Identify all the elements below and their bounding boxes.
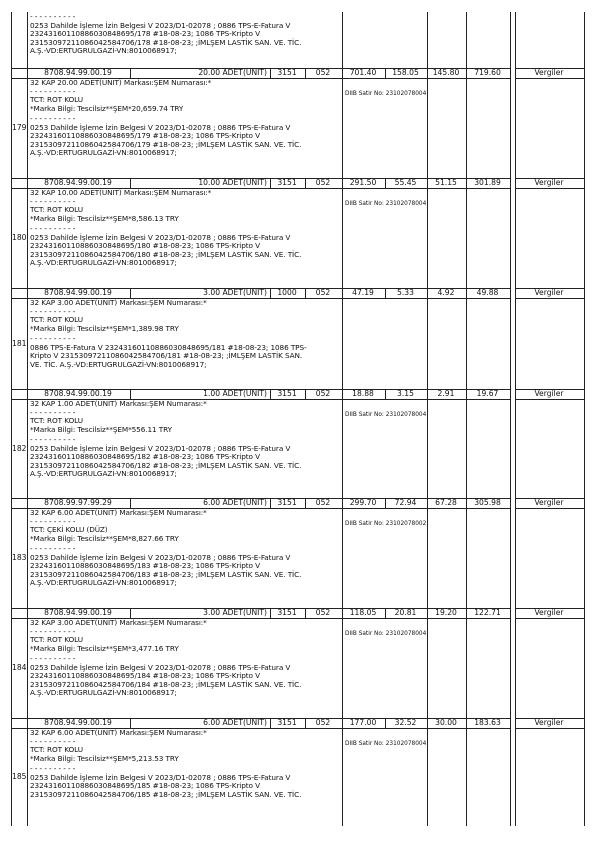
strip-divider (270, 389, 271, 399)
diib-reference: DIIB Satir No: 23102078004 (345, 631, 427, 637)
strip-line (515, 188, 584, 189)
grid-vline (466, 12, 467, 826)
gtip-code: 8708.94.99.00.19 (44, 68, 112, 77)
description-line: 23153097211086042584706/180 #18-08-23; ;İMLŞEM LASTİK SAN. VE. TİC. (30, 249, 302, 259)
strip-divider (130, 498, 131, 508)
description-line: *Marka Bilgi: Tescilsiz**ŞEM*8,827.66 TRY (30, 533, 179, 543)
description-line: 23243160110886030848695/185 #18-08-23; 1086 TPS-Kripto V (30, 781, 260, 791)
description-line: 0253 Dahilde İşleme İzin Belgesi V 2023/D1-02078 ; 0886 TPS-E-Fatura V (30, 772, 291, 782)
description-line: 23243160110886030848695/184 #18-08-23; 1086 TPS-Kripto V (30, 671, 260, 681)
strip-divider (130, 389, 131, 399)
description-line: *Marka Bilgi: Tescilsiz**ŞEM*1,389.98 TRY (30, 323, 179, 333)
description-line: 23243160110886030848695/180 #18-08-23; 1086 TPS-Kripto V (30, 241, 260, 251)
value3-cell: 2.91 (437, 389, 455, 398)
description-line: 0886 TPS-E-Fatura V 23243160110886030848695/181 #18-08-23; 1086 TPS- (30, 342, 307, 352)
description-line: A.Ş.-VD:ERTUGRULGAZİ-VN:8010068917; (30, 148, 177, 158)
diib-reference: DIIB Satir No: 23102078002 (345, 521, 427, 527)
strip-divider (385, 178, 386, 188)
description-line: - - - - - - - - - - (30, 434, 76, 444)
description-line: A.Ş.-VD:ERTUGRULGAZİ-VN:8010068917; (30, 469, 177, 479)
description-line: - - - - - - - - - - (30, 306, 76, 316)
tax-link[interactable]: Vergiler (534, 389, 564, 398)
row-number: 180 (12, 233, 27, 242)
description-line: 23153097211086042584706/185 #18-08-23; ;İMLŞEM LASTİK SAN. VE. TİC. (30, 789, 302, 799)
gtip-code: 8708.94.99.00.19 (44, 608, 112, 617)
tax-link[interactable]: Vergiler (534, 718, 564, 727)
strip-divider (385, 718, 386, 728)
description-line: 32 KAP 6.00 ADET(UNIT) Markası:ŞEM Numarası:* (30, 728, 207, 737)
quantity-cell: 20.00 ADET(UNIT) (198, 68, 267, 77)
strip-divider (305, 288, 306, 298)
quantity-cell: 6.00 ADET(UNIT) (203, 498, 267, 507)
strip-divider (130, 68, 131, 78)
description-line: 0253 Dahilde İşleme İzin Belgesi V 2023/D1-02078 ; 0886 TPS-E-Fatura V (30, 443, 291, 453)
diib-reference: DIIB Satir No: 23102078004 (345, 741, 427, 747)
value2-cell: 55.45 (394, 178, 417, 187)
value3-cell: 4.92 (437, 288, 455, 297)
tax-link[interactable]: Vergiler (534, 608, 564, 617)
quantity-cell: 3.00 ADET(UNIT) (203, 288, 267, 297)
grid-vline (515, 12, 516, 826)
description-line: - - - - - - - - - - (30, 113, 76, 123)
strip-line (515, 508, 584, 509)
code1-cell: 3151 (277, 608, 297, 617)
description-line: - - - - - - - - - - (30, 407, 76, 417)
description-line: TCT: ROT KOLU (30, 416, 84, 426)
grid-vline (11, 12, 12, 826)
row-number: 181 (12, 338, 27, 348)
diib-reference: DIIB Satir No: 23102078004 (345, 201, 427, 207)
strip-divider (305, 608, 306, 618)
value2-cell: 5.33 (397, 288, 414, 297)
gtip-code: 8708.94.99.00.19 (44, 288, 112, 297)
description-line: - - - - - - - - - - (30, 516, 76, 526)
value3-cell: 30.00 (435, 718, 457, 727)
description-line: - - - - - - - - - - (30, 333, 76, 343)
strip-divider (270, 608, 271, 618)
description-line: TCT: ROT KOLU (30, 635, 84, 645)
code1-cell: 3151 (277, 178, 297, 187)
description-line: 23153097211086042584706/184 #18-08-23; ;İMLŞEM LASTİK SAN. VE. TİC. (30, 679, 302, 689)
description-line: 0253 Dahilde İşleme İzin Belgesi V 2023/D1-02078 ; 0886 TPS-E-Fatura V (30, 122, 291, 132)
description-line: 23153097211086042584706/179 #18-08-23; ;İMLŞEM LASTİK SAN. VE. TİC. (30, 139, 302, 149)
description-line: - - - - - - - - - - (30, 223, 76, 233)
description-line: TCT: ROT KOLU (30, 95, 84, 105)
value1-cell: 177.00 (349, 718, 377, 727)
continuation-line: 0253 Dahilde İşleme İzin Belgesi V 2023/D1-02078 ; 0886 TPS-E-Fatura V (30, 20, 291, 30)
description-line: A.Ş.-VD:ERTUGRULGAZİ-VN:8010068917; (30, 578, 177, 588)
grid-vline (510, 12, 511, 826)
strip-divider (385, 389, 386, 399)
quantity-cell: 6.00 ADET(UNIT) (203, 718, 267, 727)
strip-divider (305, 68, 306, 78)
strip-divider (270, 718, 271, 728)
description-line: - - - - - - - - - - (30, 543, 76, 553)
description-line: 23153097211086042584706/183 #18-08-23; ;İMLŞEM LASTİK SAN. VE. TİC. (30, 569, 302, 579)
code1-cell: 3151 (277, 498, 297, 507)
value4-cell: 183.63 (474, 718, 501, 727)
value4-cell: 122.71 (474, 608, 501, 617)
gtip-code: 8708.99.97.99.29 (44, 498, 112, 507)
continuation-line: 23153097211086042584706/178 #18-08-23; ;İMLŞEM LASTİK SAN. VE. TİC. (30, 37, 302, 47)
description-line: 23153097211086042584706/182 #18-08-23; ;İMLŞEM LASTİK SAN. VE. TİC. (30, 460, 302, 470)
strip-line (515, 78, 584, 79)
value2-cell: 72.94 (394, 498, 417, 507)
strip-divider (305, 718, 306, 728)
description-line: 32 KAP 3.00 ADET(UNIT) Markası:ŞEM Numarası:* (30, 618, 207, 627)
description-line: A.Ş.-VD:ERTUGRULGAZİ-VN:8010068917; (30, 258, 177, 268)
grid-vline (427, 12, 428, 826)
grid-vline (584, 12, 585, 826)
strip-divider (270, 498, 271, 508)
quantity-cell: 10.00 ADET(UNIT) (198, 178, 267, 187)
value3-cell: 145.80 (432, 68, 460, 77)
description-line: 32 KAP 3.00 ADET(UNIT) Markası:ŞEM Numarası:* (30, 298, 207, 307)
description-line: TCT: ÇEKİ KOLU (DÜZ) (30, 525, 108, 535)
code1-cell: 1000 (277, 288, 297, 297)
value1-cell: 18.88 (352, 389, 374, 398)
code2-cell: 052 (315, 68, 331, 77)
description-line: *Marka Bilgi: Tescilsiz**ŞEM*556.11 TRY (30, 424, 172, 434)
value1-cell: 299.70 (349, 498, 377, 507)
quantity-cell: 1.00 ADET(UNIT) (203, 389, 267, 398)
code2-cell: 052 (315, 288, 331, 297)
gtip-code: 8708.94.99.00.19 (44, 389, 112, 398)
description-line: TCT: ROT KOLU (30, 205, 84, 215)
description-line: VE. TİC. A.Ş.-VD:ERTUGRULGAZİ-VN:8010068917; (30, 359, 207, 369)
value4-cell: 49.88 (476, 288, 499, 297)
value4-cell: 719.60 (474, 68, 501, 77)
description-line: *Marka Bilgi: Tescilsiz**ŞEM*5,213.53 TRY (30, 753, 179, 763)
strip-divider (130, 178, 131, 188)
description-line: 32 KAP 10.00 ADET(UNIT) Markası:ŞEM Numarası:* (30, 188, 212, 197)
description-line: A.Ş.-VD:ERTUGRULGAZİ-VN:8010068917; (30, 688, 177, 698)
strip-line (515, 399, 584, 400)
tax-link[interactable]: Vergiler (534, 288, 564, 297)
description-line: 0253 Dahilde İşleme İzin Belgesi V 2023/D1-02078 ; 0886 TPS-E-Fatura V (30, 662, 291, 672)
value1-cell: 47.19 (352, 288, 374, 297)
description-line: - - - - - - - - - - (30, 196, 76, 206)
value4-cell: 301.89 (474, 178, 501, 187)
description-line: - - - - - - - - - - (30, 736, 76, 746)
strip-divider (385, 498, 386, 508)
row-number: 183 (12, 553, 27, 562)
value1-cell: 118.05 (349, 608, 377, 617)
quantity-cell: 3.00 ADET(UNIT) (203, 608, 267, 617)
code2-cell: 052 (315, 718, 331, 727)
description-line: 32 KAP 20.00 ADET(UNIT) Markası:ŞEM Numarası:* (30, 78, 212, 87)
strip-line (515, 618, 584, 619)
strip-divider (130, 608, 131, 618)
tax-link[interactable]: Vergiler (534, 178, 564, 187)
description-line: - - - - - - - - - - (30, 763, 76, 773)
row-number: 182 (12, 443, 27, 453)
value2-cell: 158.05 (392, 68, 419, 77)
strip-line (515, 298, 584, 299)
continuation-line: - - - - - - - - - - (30, 12, 76, 21)
strip-divider (130, 288, 131, 298)
value1-cell: 701.40 (349, 68, 377, 77)
gtip-code: 8708.94.99.00.19 (44, 718, 112, 727)
value3-cell: 51.15 (435, 178, 457, 187)
strip-divider (305, 498, 306, 508)
description-line: TCT: ROT KOLU (30, 745, 84, 755)
tax-link[interactable]: Vergiler (534, 68, 564, 77)
code2-cell: 052 (315, 498, 331, 507)
description-line: 32 KAP 6.00 ADET(UNIT) Markası:ŞEM Numarası:* (30, 508, 207, 517)
description-line: - - - - - - - - - - (30, 86, 76, 96)
value4-cell: 19.67 (476, 389, 499, 398)
description-line: 0253 Dahilde İşleme İzin Belgesi V 2023/D1-02078 ; 0886 TPS-E-Fatura V (30, 552, 291, 562)
strip-divider (305, 389, 306, 399)
description-line: *Marka Bilgi: Tescilsiz**ŞEM*20,659.74 TRY (30, 103, 184, 113)
strip-divider (385, 608, 386, 618)
value2-cell: 32.52 (394, 718, 417, 727)
description-line: - - - - - - - - - - (30, 653, 76, 663)
code1-cell: 3151 (277, 718, 297, 727)
description-line: 23243160110886030848695/179 #18-08-23; 1086 TPS-Kripto V (30, 131, 260, 141)
row-number: 185 (12, 772, 27, 781)
grid-vline (342, 12, 343, 826)
value1-cell: 291.50 (349, 178, 377, 187)
value2-cell: 20.81 (394, 608, 417, 617)
code2-cell: 052 (315, 178, 331, 187)
value3-cell: 19.20 (435, 608, 457, 617)
strip-divider (270, 288, 271, 298)
grid-vline (27, 12, 28, 826)
tax-link[interactable]: Vergiler (534, 498, 564, 507)
strip-divider (270, 68, 271, 78)
description-line: Kripto V 23153097211086042584706/181 #18-08-23; ;İMLŞEM LASTİK SAN. (30, 351, 303, 361)
description-line: 32 KAP 1.00 ADET(UNIT) Markası:ŞEM Numarası:* (30, 399, 207, 408)
strip-line (515, 728, 584, 729)
description-line: 0253 Dahilde İşleme İzin Belgesi V 2023/D1-02078 ; 0886 TPS-E-Fatura V (30, 232, 291, 242)
strip-divider (385, 288, 386, 298)
strip-divider (130, 718, 131, 728)
value3-cell: 67.28 (435, 498, 457, 507)
description-line: *Marka Bilgi: Tescilsiz**ŞEM*3,477.16 TRY (30, 643, 179, 653)
description-line: 23243160110886030848695/182 #18-08-23; 1086 TPS-Kripto V (30, 452, 260, 462)
code2-cell: 052 (315, 389, 331, 398)
strip-divider (270, 178, 271, 188)
description-line: *Marka Bilgi: Tescilsiz**ŞEM*8,586.13 TRY (30, 213, 179, 223)
continuation-line: 23243160110886030848695/178 #18-08-23; 1086 TPS-Kripto V (30, 29, 260, 39)
value2-cell: 3.15 (397, 389, 414, 398)
diib-reference: DIIB Satir No: 23102078004 (345, 91, 427, 97)
code2-cell: 052 (315, 608, 331, 617)
strip-divider (305, 178, 306, 188)
description-line: TCT: ROT KOLU (30, 315, 84, 325)
description-line: 23243160110886030848695/183 #18-08-23; 1086 TPS-Kripto V (30, 561, 260, 571)
code1-cell: 3151 (277, 389, 297, 398)
strip-divider (385, 68, 386, 78)
row-number: 184 (12, 663, 27, 672)
value4-cell: 305.98 (474, 498, 501, 507)
gtip-code: 8708.94.99.00.19 (44, 178, 112, 187)
continuation-line: A.Ş.-VD:ERTUGRULGAZİ-VN:8010068917; (30, 46, 177, 56)
row-number: 179 (12, 123, 27, 132)
code1-cell: 3151 (277, 68, 297, 77)
diib-reference: DIIB Satir No: 23102078004 (345, 412, 427, 418)
description-line: - - - - - - - - - - (30, 626, 76, 636)
